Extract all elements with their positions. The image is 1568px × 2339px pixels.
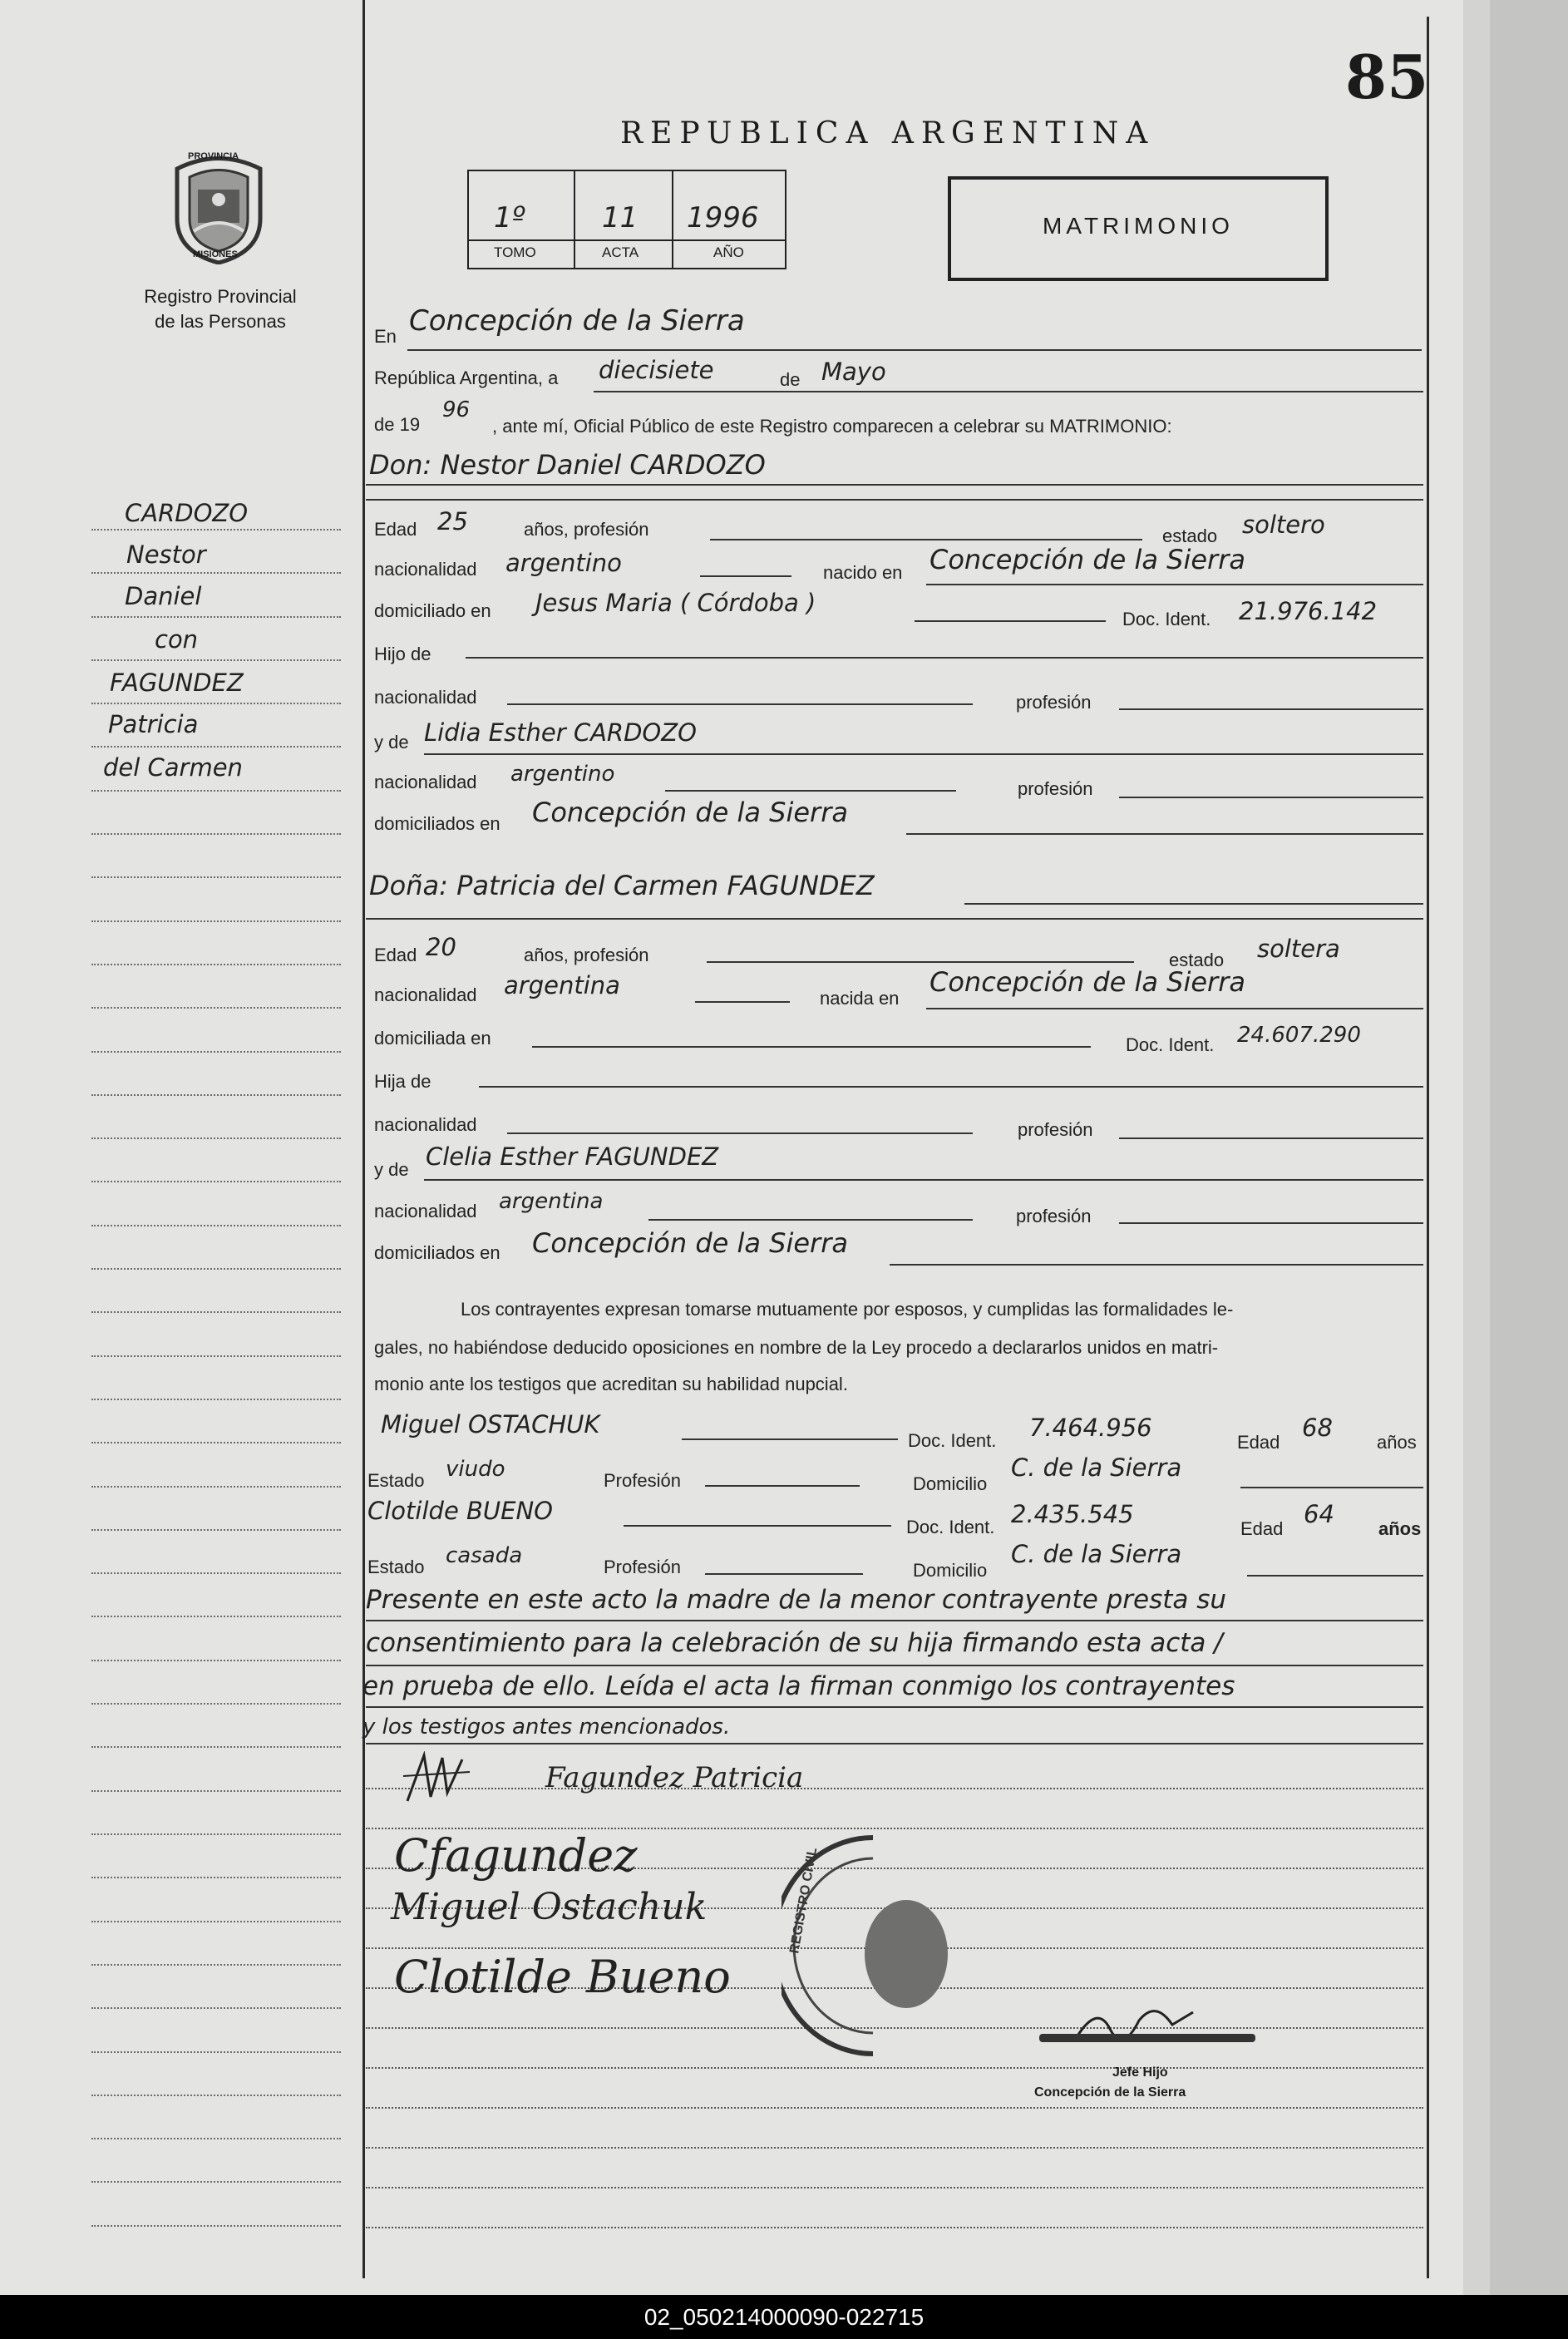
rule [366, 1706, 1423, 1708]
footer-image-id: 02_050214000090-022715 [0, 2295, 1568, 2339]
rule [424, 753, 1423, 755]
signature-rule-line [366, 2107, 1423, 2109]
groom-nac3-label: nacionalidad [374, 772, 477, 792]
declaration-line2: gales, no habiéndose deducido oposiciones en nombre de la Ley procedo a declararlos unidos en matri- [374, 1337, 1219, 1358]
margin-note-7: del Carmen [103, 753, 243, 782]
groom-dom-label: domiciliado en [374, 600, 491, 621]
margin-rule-line [91, 1181, 341, 1182]
margin-rule-line [91, 1051, 341, 1053]
bride-nac3-label: nacionalidad [374, 1201, 477, 1221]
witness1-estado: viudo [446, 1457, 505, 1482]
seal-text-bottom: MISIONES [193, 249, 238, 259]
signature-2: Cfagundez [394, 1829, 638, 1882]
tomo-label: TOMO [494, 244, 536, 260]
day: diecisiete [599, 356, 714, 384]
rule [705, 1485, 860, 1487]
bride-birthplace: Concepción de la Sierra [929, 966, 1245, 998]
page-edge-shadow [1490, 0, 1568, 2295]
margin-rule-line [91, 2225, 341, 2227]
groom-name: Don: Nestor Daniel CARDOZO [369, 449, 766, 481]
signature-rule-line [366, 2227, 1423, 2228]
rule [366, 484, 1423, 486]
initials-signature [399, 1751, 474, 1809]
margin-note-4: con [155, 625, 199, 654]
groom-yde-label: y de [374, 732, 409, 753]
groom-doc-label: Doc. Ident. [1122, 609, 1211, 629]
margin-rule-line [91, 1572, 341, 1574]
bride-nationality: argentina [504, 971, 620, 999]
signature-1: Fagundez Patricia [545, 1761, 804, 1794]
witness2-dom-label: Domicilio [913, 1560, 988, 1581]
place: Concepción de la Sierra [409, 304, 745, 338]
republica-label: República Argentina, a [374, 368, 559, 388]
groom-anos-prof-label: años, profesión [524, 519, 649, 540]
witness2-prof-label: Profesión [604, 1557, 681, 1577]
rule [705, 1573, 863, 1575]
margin-note-3: Daniel [125, 582, 202, 610]
intro-statement: , ante mí, Oficial Público de este Registro comparecen a celebrar su MATRIMONIO: [492, 416, 1172, 437]
witness1-anos-label: años [1377, 1432, 1417, 1453]
bride-mother: Clelia Esther FAGUNDEZ [426, 1142, 719, 1171]
rule [1119, 797, 1423, 798]
bride-dom-label: domiciliada en [374, 1028, 491, 1049]
witness2-doc: 2.435.545 [1011, 1500, 1134, 1528]
groom-estado: soltero [1242, 511, 1325, 539]
margin-rule-line [91, 1877, 341, 1878]
ano-label: AÑO [713, 244, 744, 260]
rule [507, 703, 973, 705]
rule [707, 961, 1134, 963]
witness1-dom-label: Domicilio [913, 1473, 988, 1494]
bride-estado-label: estado [1169, 950, 1225, 970]
signature-3: Miguel Ostachuk [391, 1886, 708, 1928]
groom-prof3-label: profesión [1018, 778, 1093, 799]
bride-hija-label: Hija de [374, 1071, 431, 1092]
margin-rule-line [91, 833, 341, 835]
bride-nac-label: nacionalidad [374, 984, 477, 1005]
margin-rule-line [91, 1399, 341, 1400]
margin-rule-line [91, 659, 341, 661]
right-vertical-line [1427, 17, 1429, 2278]
rule [366, 1743, 1423, 1744]
signature-rule-line [366, 1788, 1423, 1789]
bride-yde-label: y de [374, 1159, 409, 1180]
bride-age: 20 [426, 933, 456, 961]
groom-parents-address: Concepción de la Sierra [532, 797, 848, 828]
record-type-box [948, 176, 1329, 281]
rule [424, 1179, 1423, 1181]
witness2-anos-label: años [1378, 1518, 1422, 1539]
groom-nac2-label: nacionalidad [374, 687, 477, 708]
declaration-line1: Los contrayentes expresan tomarse mutuamente por esposos, y cumplidas las formalidades le- [461, 1299, 1234, 1320]
margin-rule-line [91, 572, 341, 574]
rule [366, 1620, 1423, 1621]
bride-edad-label: Edad [374, 945, 417, 965]
groom-mother: Lidia Esther CARDOZO [424, 718, 697, 747]
seal-text-top: PROVINCIA [188, 151, 239, 161]
witness2-domicilio: C. de la Sierra [1011, 1540, 1182, 1568]
margin-rule-line [91, 2007, 341, 2009]
groom-edad-label: Edad [374, 519, 417, 540]
margin-rule-line [91, 616, 341, 618]
rule [1240, 1487, 1423, 1488]
witness1-doc-label: Doc. Ident. [908, 1430, 997, 1451]
groom-age: 25 [437, 507, 468, 535]
page-number: 85 [1345, 42, 1429, 112]
margin-vertical-line [362, 0, 365, 2278]
registry-name-line1: Registro Provincial [144, 286, 297, 307]
official-stamp-bar [1039, 2034, 1255, 2042]
margin-rule-line [91, 1964, 341, 1966]
signature-rule-line [366, 2187, 1423, 2188]
bride-doc-label: Doc. Ident. [1126, 1034, 1215, 1055]
witness1-domicilio: C. de la Sierra [1011, 1453, 1182, 1482]
margin-note-1: CARDOZO [125, 499, 249, 527]
witness1-prof-label: Profesión [604, 1470, 681, 1491]
signature-4: Clotilde Bueno [394, 1951, 731, 2003]
margin-rule-line [91, 876, 341, 878]
country-title: REPUBLICA ARGENTINA [620, 116, 1156, 151]
witness2-doc-label: Doc. Ident. [906, 1517, 995, 1537]
bride-name: Doña: Patricia del Carmen FAGUNDEZ [369, 870, 875, 901]
groom-nacido-label: nacido en [823, 562, 903, 583]
note-line-1: Presente en este acto la madre de la menor contrayente presta su [366, 1585, 1227, 1615]
registry-name-line2: de las Personas [155, 311, 286, 332]
margin-rule-line [91, 1094, 341, 1096]
bride-nacida-label: nacida en [820, 988, 900, 1009]
margin-rule-line [91, 2181, 341, 2183]
groom-doms-label: domiciliados en [374, 813, 500, 834]
witness1-name: Miguel OSTACHUK [381, 1410, 600, 1438]
rule [1119, 708, 1423, 710]
ano-value: 1996 [687, 201, 759, 234]
margin-rule-line [91, 1137, 341, 1139]
witness1-estado-label: Estado [367, 1470, 425, 1491]
margin-rule-line [91, 790, 341, 792]
month: Mayo [821, 358, 886, 386]
margin-rule-line [91, 1355, 341, 1357]
signature-rule-line [366, 2147, 1423, 2149]
margin-rule-line [91, 529, 341, 530]
witness1-doc: 7.464.956 [1029, 1414, 1152, 1442]
bride-doms-label: domiciliados en [374, 1242, 500, 1263]
round-seal-icon [782, 1821, 964, 2070]
en-label: En [374, 326, 397, 347]
margin-rule-line [91, 1703, 341, 1705]
note-line-3: en prueba de ello. Leída el acta la firman conmigo los contrayentes [362, 1671, 1235, 1701]
bride-anos-prof-label: años, profesión [524, 945, 649, 965]
groom-birthplace: Concepción de la Sierra [929, 544, 1245, 575]
acta-value: 11 [602, 201, 639, 234]
rule [682, 1438, 898, 1440]
witness2-edad-label: Edad [1240, 1518, 1284, 1539]
groom-estado-label: estado [1162, 526, 1218, 546]
groom-hijo-label: Hijo de [374, 644, 431, 664]
official-signature [1072, 1996, 1197, 2061]
groom-nac-label: nacionalidad [374, 559, 477, 580]
margin-rule-line [91, 1746, 341, 1748]
groom-doc: 21.976.142 [1239, 597, 1378, 625]
rule [366, 1665, 1423, 1666]
rule [507, 1132, 973, 1134]
rule [648, 1219, 973, 1221]
year-suffix: 96 [442, 397, 471, 422]
groom-nationality: argentino [505, 549, 622, 577]
margin-rule-line [91, 964, 341, 965]
margin-rule-line [91, 703, 341, 704]
rule [1247, 1575, 1423, 1577]
margin-rule-line [91, 1616, 341, 1617]
rule [466, 657, 1423, 659]
margin-note-2: Nestor [126, 540, 206, 569]
rule [964, 903, 1423, 905]
bride-prof2-label: profesión [1018, 1119, 1093, 1140]
round-seal-text: REGISTRO CIVIL [787, 1846, 821, 1955]
margin-rule-line [91, 1833, 341, 1835]
rule [665, 790, 956, 792]
witness1-edad-label: Edad [1237, 1432, 1280, 1453]
rule [710, 539, 1142, 540]
declaration-line3: monio ante los testigos que acreditan su habilidad nupcial. [374, 1374, 848, 1394]
margin-rule-line [91, 2138, 341, 2139]
year-prefix: de 19 [374, 414, 421, 435]
rule [532, 1046, 1091, 1048]
margin-rule-line [91, 1660, 341, 1661]
de-label: de [780, 369, 801, 390]
margin-rule-line [91, 920, 341, 922]
record-box [467, 170, 786, 269]
rule [926, 584, 1423, 585]
groom-mother-nationality: argentino [510, 762, 615, 787]
rule [1119, 1222, 1423, 1224]
rule [624, 1525, 891, 1527]
rule [1119, 1137, 1423, 1139]
official-stamp-line1: Jefe Hijo [1112, 2065, 1168, 2080]
rule [700, 575, 791, 577]
margin-rule-line [91, 1225, 341, 1226]
margin-rule-line [91, 1790, 341, 1792]
margin-rule-line [91, 746, 341, 748]
margin-rule-line [91, 1529, 341, 1531]
rule [407, 349, 1422, 351]
witness2-name: Clotilde BUENO [367, 1497, 553, 1525]
rule [366, 499, 1423, 501]
note-line-2: consentimiento para la celebración de su hija firmando esta acta / [366, 1628, 1223, 1658]
margin-rule-line [91, 1442, 341, 1443]
provincial-seal-icon [165, 148, 273, 264]
rule [366, 918, 1423, 920]
bride-parents-address: Concepción de la Sierra [532, 1227, 848, 1259]
bride-estado: soltera [1257, 935, 1340, 963]
witness2-estado: casada [446, 1543, 523, 1568]
margin-rule-line [91, 2095, 341, 2096]
witness2-estado-label: Estado [367, 1557, 425, 1577]
groom-address: Jesus Maria ( Córdoba ) [535, 589, 816, 617]
acta-label: ACTA [602, 244, 639, 260]
rule [926, 1008, 1423, 1009]
bride-nac2-label: nacionalidad [374, 1114, 477, 1135]
witness2-age: 64 [1304, 1500, 1334, 1528]
bride-doc: 24.607.290 [1237, 1023, 1361, 1048]
margin-rule-line [91, 1268, 341, 1270]
tomo-value: 1º [494, 201, 525, 234]
rule [890, 1264, 1423, 1266]
official-stamp-line2: Concepción de la Sierra [1034, 2085, 1186, 2100]
rule [695, 1001, 790, 1003]
margin-rule-line [91, 1486, 341, 1488]
margin-note-6: Patricia [108, 710, 199, 738]
rule [479, 1086, 1423, 1088]
groom-prof2-label: profesión [1016, 692, 1092, 713]
margin-note-5: FAGUNDEZ [110, 669, 244, 697]
margin-rule-line [91, 1007, 341, 1009]
margin-rule-line [91, 1921, 341, 1922]
margin-rule-line [91, 1311, 341, 1313]
record-type: MATRIMONIO [1043, 213, 1234, 239]
witness1-age: 68 [1302, 1414, 1333, 1442]
bride-prof3-label: profesión [1016, 1206, 1092, 1226]
rule [906, 833, 1423, 835]
rule [594, 391, 1423, 392]
bride-mother-nationality: argentina [499, 1189, 604, 1214]
note-line-4: y los testigos antes mencionados. [362, 1715, 731, 1739]
rule [915, 620, 1106, 622]
margin-rule-line [91, 2051, 341, 2053]
